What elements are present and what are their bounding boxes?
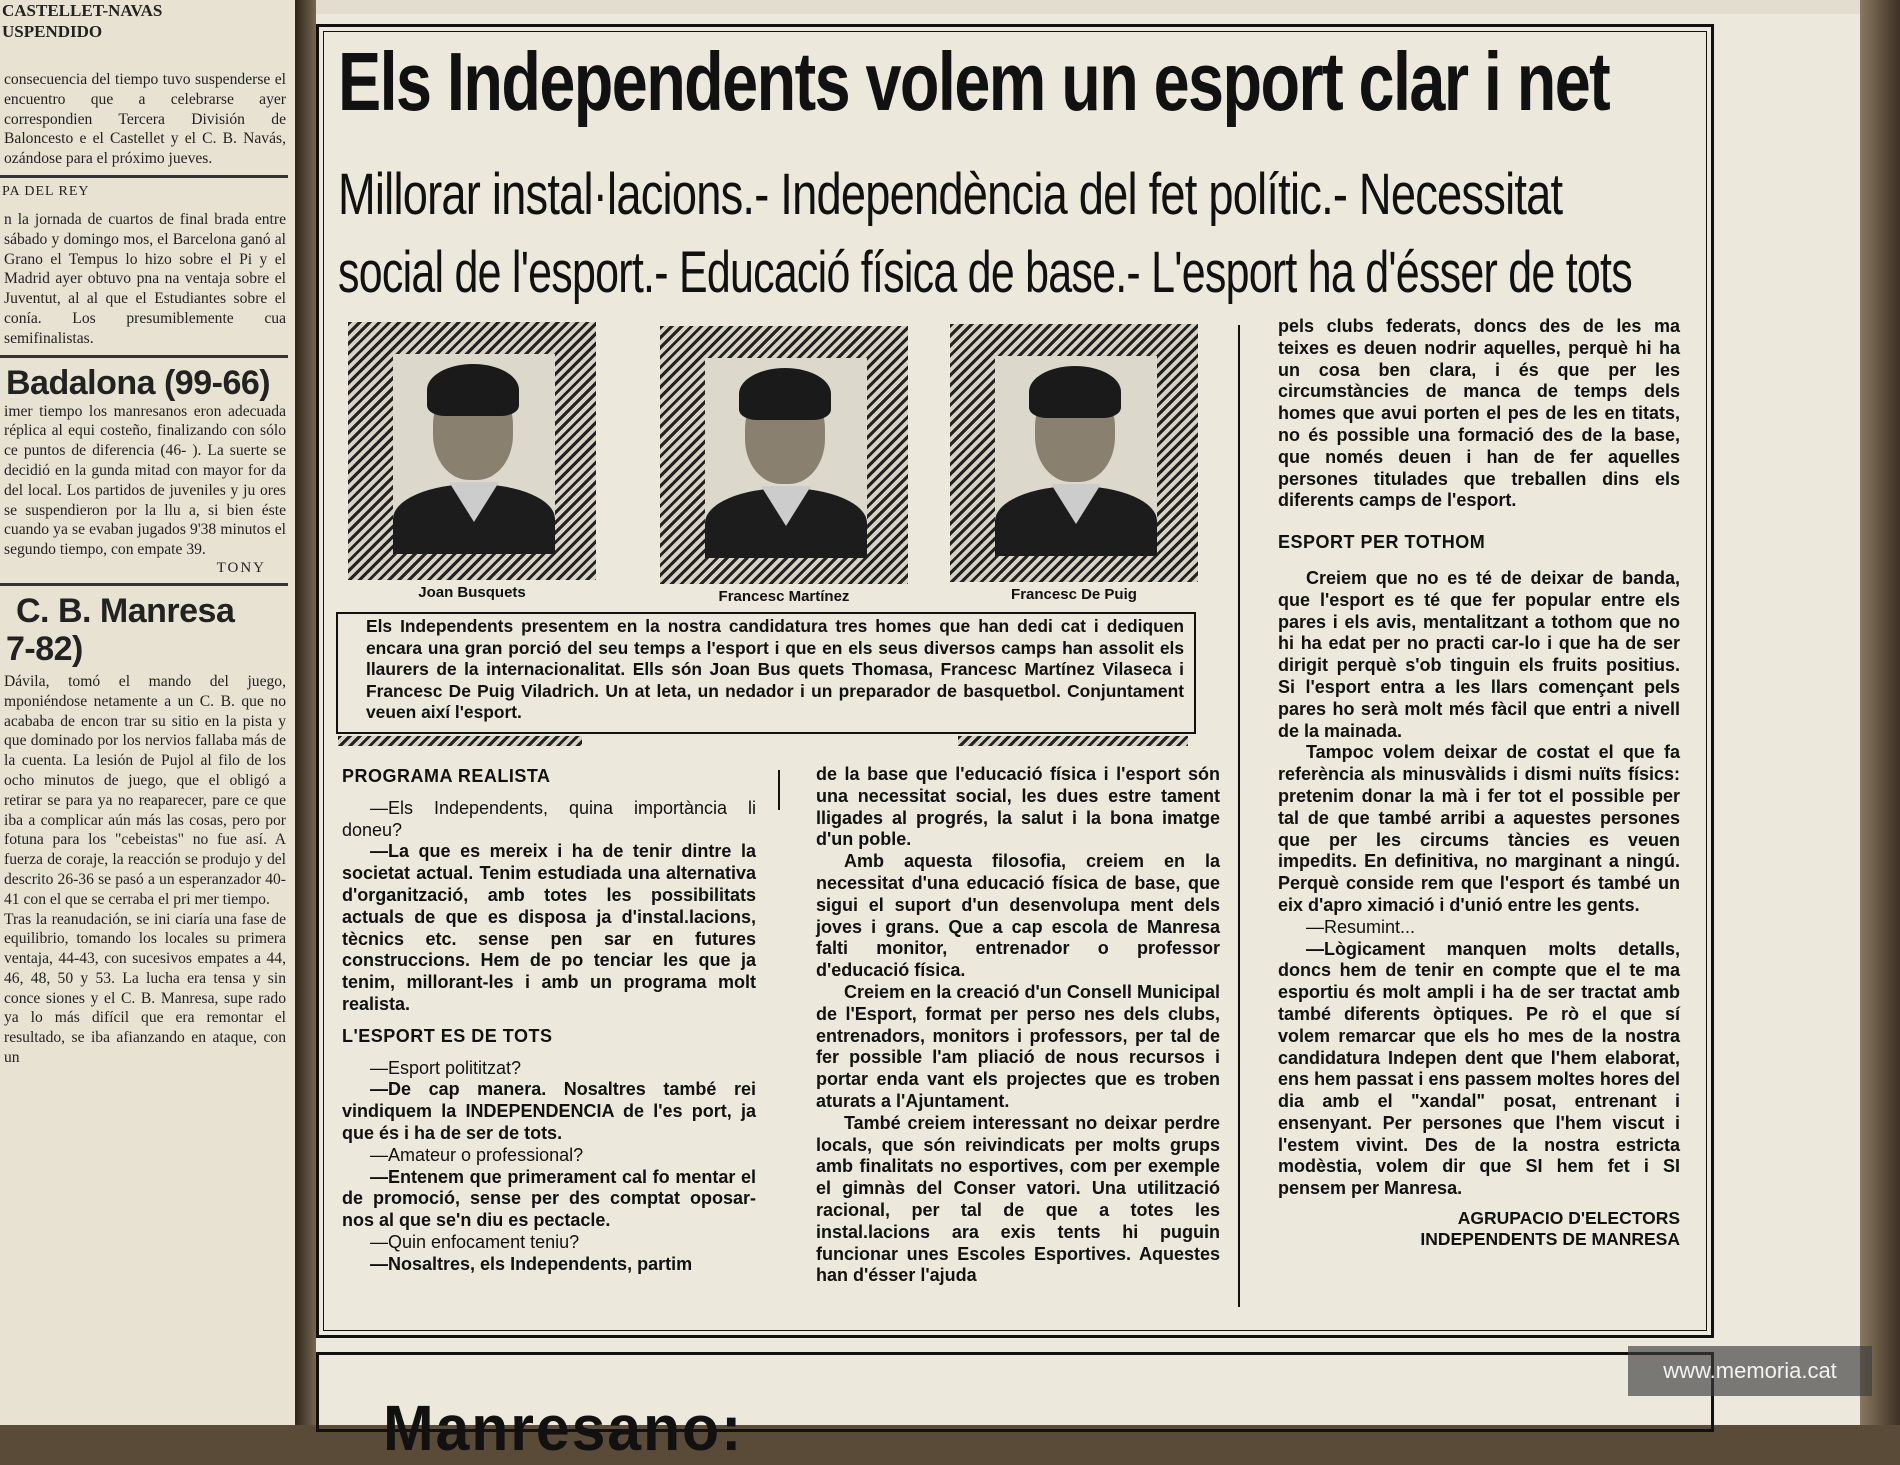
article-subhead-1: Millorar instal·lacions.- Independència del fet polític.- Necessitat [338, 162, 1563, 227]
article-column-2 [816, 764, 1220, 1287]
paragraph: de la base que l'educació física i l'esport són una necessitat social, les dues estre tament lligades al progrés, la salut i la bona imatge d'un poble. [816, 764, 1220, 850]
paragraph: Amb aquesta filosofia, creiem en la necessitat d'una educació física de base, que sigui el suport d'un desenvolupa ment dels joves i grans. Que a cap escola de Manresa falti monitor, entrenador o professor d'educació física. [816, 851, 1220, 981]
lp-paragraph: Tras la reanudación, se ini ciaría una fase de equilibrio, tomando los locales su primera ventaja, 44-43, con sucesivos empates a 44, 46, 48, 50 y 53. La lucha era tensa y sin conce siones y el C. B. Manresa, supe rado ya lo más difícil que era remontar el resultado, se iba afianzando en ataque, con un [4, 910, 286, 1067]
lp-divider [0, 583, 288, 586]
portrait-photo [950, 324, 1198, 582]
lp-headline: 7-82) [6, 629, 83, 668]
section-heading: ESPORT PER TOTHOM [1278, 532, 1486, 553]
signature [1278, 1208, 1680, 1250]
question: —Esport polititzat? [370, 1057, 522, 1078]
section-heading: PROGRAMA REALISTA [342, 766, 551, 786]
lp-header-2: USPENDIDO [2, 22, 103, 41]
question: —Amateur o professional? [370, 1144, 584, 1165]
question: —Els Independents, quina importància li doneu? [342, 797, 756, 840]
answer: —De cap manera. Nosaltres també rei vindiquem la INDEPENDENCIA de l'es port, ja que és i ha de ser de tots. [342, 1079, 756, 1143]
signature-line-2: INDEPENDENTS DE MANRESA [1420, 1229, 1680, 1250]
intro-shadow [958, 736, 1188, 746]
answer: —Nosaltres, els Independents, partim [370, 1253, 693, 1274]
photo-caption: Francesc Martínez [718, 588, 850, 605]
section-heading: L'ESPORT ES DE TOTS [342, 1025, 553, 1046]
lp-headline: Badalona (99-66) [6, 363, 271, 402]
lp-paragraph: n la jornada de cuartos de final brada entre sábado y domingo mos, el Barcelona ganó al Grano el Tempus lo hizo sobre el Pi y el Madrid ayer obtuvo pna na ventaja sobre el Juventut, al al que el Estudiantes sobre el conía. Los presumiblemente cua semifinalistas. [4, 210, 286, 347]
lp-signature: TONY [216, 559, 266, 576]
article-headline: Els Independents volem un esport clar i net [338, 35, 1610, 128]
lp-paragraph: consecuencia del tiempo tuvo suspenderse el encuentro que a celebrarse ayer correspondien Tercera División de Baloncesto e el Castellet y el C. B. Navás, ozándose para el próximo jueves. [4, 71, 286, 168]
lp-section-title: PA DEL REY [2, 183, 90, 199]
portrait-photo [348, 322, 596, 580]
portrait-photo [660, 326, 908, 584]
lp-paragraph: imer tiempo los manresanos eron adecuada réplica al equi costeño, finalizando con sólo ce puntos de diferencia (46- ). La suerte se decidió en la gunda mitad con mayor for da del local. Los partidos de juveniles y ju ores se suspendieron por la llu a, si bien éste cuando ya se evaban jugados 9'38 minutos el segundo tiempo, con empate 39. [4, 402, 286, 559]
photo-caption: Francesc De Puig [1011, 586, 1137, 603]
previous-page [0, 0, 296, 1425]
paragraph: També creiem interessant no deixar perdre locals, que són reivindicats per molts grups amb finalitats no esportives, com per exemple el gimnàs del Conser vatori. Una utilització racional, per tal de que a totes les instal.lacions ara exis tents hi puguin funcionar unes Escoles Esportives. Aquestes han d'ésser l'ajuda [816, 1112, 1220, 1286]
paragraph: —Lògicament manquen molts detalls, doncs hem de tenir en compte que el te ma esportiu és molt ampli i ha de ser tractat amb també diferents òptiques. Pe rò el que sí volem remarcar que els ho mes de la nostra candidatura Indepen dent que l'hem elaborat, ens hem passat i ens passem moltes hores del dia amb el "xandal" posat, entrenant i ensenyant. Per persones que l'hem viscut i l'estem vivint. Des de la nostra estricta modèstia, volem dir que SI hem fet i SI pensem per Manresa. [1278, 938, 1680, 1199]
answer: —Entenem que primerament cal fo mentar el de promoció, sense per des comptat oposar-nos al que se'n diu es pectacle. [342, 1166, 756, 1231]
photo-caption: Joan Busquets [418, 584, 526, 601]
question: —Quin enfocament teniu? [370, 1231, 580, 1252]
page-top-edge [316, 0, 1862, 14]
lp-paragraph: Dávila, tomó el mando del juego, mponiéndose netamente a un C. B. que no acababa de encon trar su sitio en la pista y que dominado por los nervios fallaba más de la cuenta. La lesión de Pujol al filo de los ocho minutos de juego, que el obligó a retirar se para ya no reaparecer, pare ce que iba a complicar aún más las cosas, pero por fotuna para los "cebeistas" no fue así. A fuerza de coraje, la reacción se produjo y del descrito 26-36 se pasó a un esperanzador 40- 41 con el que se cerraba el pri mer tiempo. [4, 672, 286, 908]
page-edge [1860, 0, 1900, 1425]
article-column-3 [1278, 316, 1680, 1250]
bottom-ad-frame [316, 1352, 1714, 1464]
bottom-ad-title: Manresano: [383, 1392, 744, 1464]
page-gutter [295, 0, 317, 1425]
main-page [316, 0, 1862, 1464]
question: —Resumint... [1306, 916, 1416, 937]
lp-divider [0, 175, 288, 178]
paragraph: Creiem en la creació d'un Consell Municipal de l'Esport, format per perso nes dels clubs, entrenadors, monitors i professors, per tal de fer possible l'am pliació de nous recursos i portar enda vant els projectes que es troben aturats a l'Ajuntament. [816, 981, 1220, 1111]
intro-shadow [338, 736, 582, 746]
lp-headline: C. B. Manresa [16, 591, 235, 630]
paragraph: pels clubs federats, doncs des de les ma teixes es deuen nodrir aquelles, perquè hi ha un cosa ben clara, i és que per les circumstàncies de manca de temps dels homes que avui porten el pes de les en titats, no és possible una formació des de la base, que només deuen i han de fer aquelles persones titulades que treballen dins els diferents camps de l'esport. [1278, 316, 1680, 511]
watermark: www.memoria.cat [1628, 1346, 1872, 1396]
paragraph: Tampoc volem deixar de costat el que fa referència als minusvàlids i dismi nuïts físics: pretenim donar la mà i fer tot el possible per tal de que també arribi a aquestes persones que per les circums tàncies es veuen impedits. En definitiva, no marginant a ningú. Perquè conside rem que l'esport és també un eix d'apro ximació i d'unió entre les gents. [1278, 742, 1680, 915]
column-rule [1238, 325, 1240, 1307]
signature-line-1: AGRUPACIO D'ELECTORS [1457, 1208, 1680, 1229]
lp-divider [0, 355, 288, 358]
article-subhead-2: social de l'esport.- Educació física de base.- L'esport ha d'ésser de tots [338, 240, 1632, 305]
lp-header: CASTELLET-NAVAS [2, 1, 163, 20]
paragraph: Creiem que no es té de deixar de banda, que l'esport es té que fer popular entre els pares i els avis, mentalitzant a tothom que no hi ha edat per no practi car-lo i que ha de ser dirigit perquè s'ob tinguin els fruits positius. Si l'esport entra a les llars començant pels pares ho serà molt més fàcil que entri a nivell de la mainada. [1278, 567, 1680, 741]
article-column-1 [342, 764, 756, 1276]
intro-box: Els Independents presentem en la nostra candidatura tres homes que han dedi cat i dediquen encara una gran porció del seu temps a l'esport i que en els seus diversos camps han assolit els llaurers de la internacionalitat. Ells són Joan Bus quets Thomasa, Francesc Martínez Vilaseca i Francesc De Puig Viladrich. Un at leta, un nedador i un preparador de basquetbol. Conjuntament veuen així l'esport. [336, 612, 1196, 734]
column-rule [778, 770, 780, 810]
answer: —La que es mereix i ha de tenir dintre la societat actual. Tenim estudiada una alternativa d'organització, amb totes les possibilitats actuals de que es disposa ja d'instal.lacions, tècnics etc. sense pen sar en futures construccions. Hem de po tenciar les que ja tenim, millorant-les i amb un programa molt realista. [342, 841, 756, 1014]
